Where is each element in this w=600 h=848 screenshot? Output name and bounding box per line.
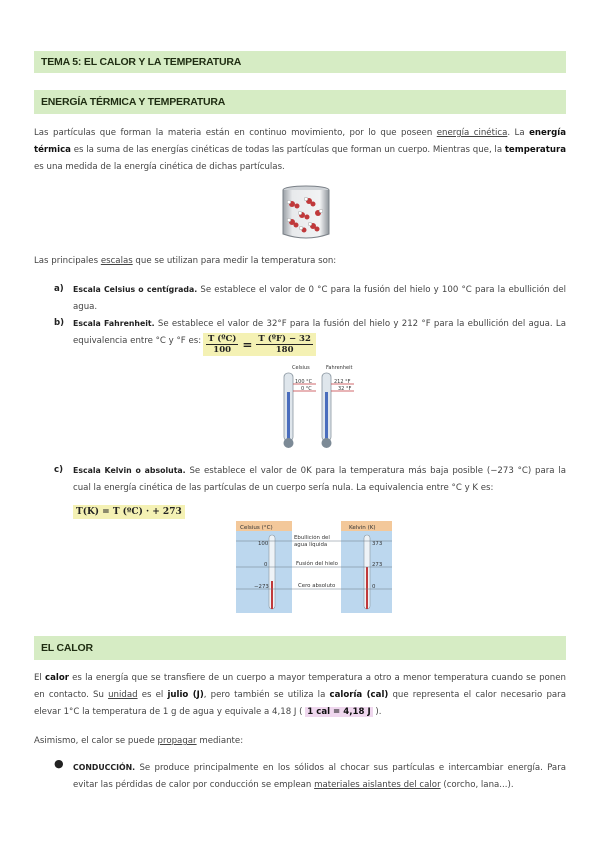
- term-escala-fahrenheit: Escala Fahrenheit.: [73, 319, 155, 328]
- text-run: (corcho, lana...).: [440, 780, 514, 790]
- paragraph-propagar: [34, 733, 566, 750]
- thermometer-celsius-fluid: [287, 392, 290, 442]
- tema-title-bar: [34, 51, 566, 73]
- c-value-100: 100: [258, 541, 269, 547]
- section-calor-title: EL CALOR: [41, 642, 93, 654]
- k-value-373: 373: [372, 541, 383, 547]
- section-energia-bar: [34, 90, 566, 114]
- text-run: es la suma de las energías cinéticas de todas las partículas que forman un cuerpo. Mientras que, la: [70, 145, 505, 155]
- row-label-fusion: Fusión del hielo: [296, 561, 338, 567]
- list-marker-a: a): [54, 284, 64, 294]
- term-unidad: unidad: [108, 690, 138, 700]
- term-escala-kelvin: Escala Kelvin o absoluta.: [73, 466, 186, 475]
- thermo-c-top: 100 °C: [295, 379, 313, 385]
- paragraph-energia: [34, 125, 566, 176]
- term-calor: calor: [44, 673, 69, 683]
- row-label-ebullicion: Ebullición del agua líquida: [294, 535, 330, 548]
- paragraph-calor: [34, 670, 566, 721]
- list-marker-c: c): [54, 465, 64, 475]
- section-calor-bar: [34, 636, 566, 660]
- tema-title: TEMA 5: EL CALOR Y LA TEMPERATURA: [41, 56, 242, 68]
- text-run: Se establece el valor de 0K para la temperatura más baja posible (−273 °C) para la cual la energía cinética de las partículas de un cuerpo sería nula. La equivalencia entre °C y K es:: [73, 466, 566, 493]
- section-energia-title: ENERGÍA TÉRMICA Y TEMPERATURA: [41, 96, 226, 108]
- text-run: es una medida de la energía cinética de dichas partículas.: [34, 162, 285, 172]
- fraction-denominator: 180: [275, 345, 294, 355]
- text-run: El: [34, 673, 45, 683]
- term-escalas: escalas: [100, 256, 133, 266]
- thermometer-celsius-bulb: [284, 438, 294, 448]
- fraction-numerator: T (ºF) − 32: [258, 334, 311, 344]
- equals-sign: =: [242, 337, 253, 352]
- highlight-equivalencia: 1 cal = 4,18 J: [307, 707, 371, 717]
- text-run: Asimismo, el calor se puede: [34, 736, 158, 746]
- thermo-f-bot: 32 °F: [338, 386, 352, 392]
- text-run: es la energía que se transfiere de un cuerpo a mayor temperatura a otro a menor temperatura cuando se ponen en contacto. Su: [34, 673, 566, 700]
- thermo-label-celsius: Celsius: [292, 365, 310, 371]
- list-item-fahrenheit: [73, 315, 566, 350]
- text-run: . La: [507, 128, 530, 138]
- term-propagar: propagar: [157, 736, 197, 746]
- text-run: mediante:: [196, 736, 244, 746]
- paragraph-escalas: [34, 253, 566, 270]
- fraction-denominator: 100: [213, 345, 232, 355]
- list-marker-b: b): [54, 318, 65, 328]
- term-energia-cinetica: energía cinética: [436, 128, 508, 138]
- thermometer-k-fluid: [366, 567, 368, 609]
- text-run: que representa el calor necesario para elevar 1°C la temperatura de 1 g de agua y equivale a 4,18 J (: [34, 690, 566, 717]
- thermometer-fahrenheit-bulb: [322, 438, 332, 448]
- bullet-dot: ●: [54, 757, 64, 770]
- text-run: Se produce principalmente en los sólidos al chocar sus partículas e intercambiar energía. Para evitar las pérdidas de calor por conducción se emplean: [73, 763, 566, 790]
- row-label-cero: Cero absoluto: [298, 583, 336, 589]
- celsius-kelvin-diagram: [236, 521, 392, 613]
- term-conduccion: CONDUCCIÓN.: [73, 763, 136, 772]
- fraction-numerator: T (ºC): [208, 334, 237, 344]
- formula-kelvin: T(K) = T (ºC) · + 273: [73, 505, 185, 519]
- thermo-label-fahrenheit: Fahrenheit: [326, 365, 353, 371]
- header-celsius: Celsius (°C): [240, 525, 273, 531]
- thermo-c-bot: 0 °C: [301, 386, 312, 392]
- text-run: Se establece el valor de 32°F para la fusión del hielo y 212 °F para la ebullición del agua. La equivalencia entre °C y °F es:: [73, 319, 566, 346]
- c-value-0: 0: [264, 562, 268, 568]
- text-run: Las partículas que forman la materia están en continuo movimiento, por lo que poseen: [34, 128, 437, 138]
- term-caloria: caloría (cal): [329, 690, 389, 700]
- term-energia-termica: energía térmica: [34, 128, 567, 155]
- formula-kelvin-box: [73, 499, 185, 518]
- fraction-fahrenheit: [256, 334, 312, 355]
- text-run: que se utilizan para medir la temperatura son:: [132, 256, 337, 266]
- term-julio: julio (J): [167, 690, 204, 700]
- thermometer-c-fluid: [271, 581, 273, 609]
- k-value-0: 0: [372, 584, 376, 590]
- list-item-celsius: [73, 281, 566, 316]
- term-materiales-aislantes: materiales aislantes del calor: [314, 780, 441, 790]
- thermometers-celsius-fahrenheit-image: [270, 362, 370, 452]
- text-run: ).: [372, 707, 382, 717]
- term-temperatura: temperatura: [504, 145, 566, 155]
- term-escala-celsius: Escala Celsius o centígrada.: [73, 285, 198, 294]
- fraction-celsius: [206, 334, 238, 355]
- thermo-f-top: 212 °F: [334, 379, 351, 385]
- formula-celsius-fahrenheit: [203, 333, 316, 356]
- text-run: , pero también se utiliza la: [203, 690, 330, 700]
- list-item-kelvin: [73, 462, 566, 497]
- beaker-particles-image: [280, 184, 332, 242]
- thermometer-fahrenheit-fluid: [325, 392, 328, 442]
- bullet-conduccion: [73, 759, 566, 794]
- text-run: Las principales: [34, 256, 101, 266]
- c-value-minus273: −273: [254, 584, 269, 590]
- text-run: es el: [137, 690, 168, 700]
- header-kelvin: Kelvin (K): [349, 525, 376, 531]
- k-value-273: 273: [372, 562, 383, 568]
- text-run: Se establece el valor de 0 °C para la fusión del hielo y 100 °C para la ebullición del agua.: [73, 285, 566, 312]
- row-label-ebullicion-wrap: [294, 535, 340, 551]
